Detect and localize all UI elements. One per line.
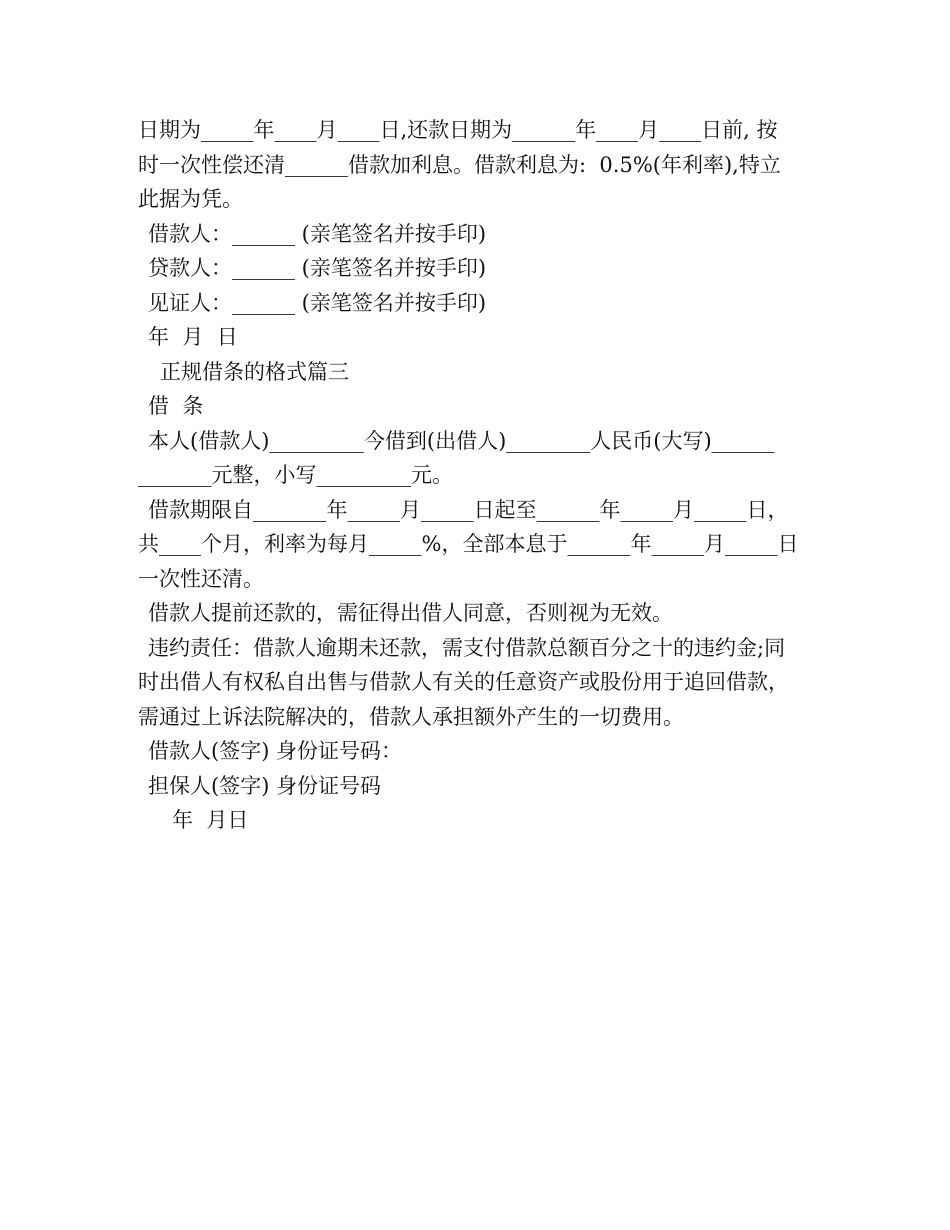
text-line: _______元整，小写_________元。 — [138, 463, 453, 487]
text-line: 本人(借款人)_________今借到(出借人)________人民币(大写)______ — [148, 428, 775, 453]
text-line: 此据为凭。 — [138, 187, 243, 211]
date-line: 年 月 日 — [148, 325, 238, 349]
text-line: 借款人提前还款的，需征得出借人同意，否则视为无效。 — [148, 601, 673, 625]
borrower-id-line: 借款人(签字) 身份证号码： — [148, 739, 403, 763]
text-line: 一次性还清。 — [138, 566, 264, 591]
date-line: 年 月日 — [172, 808, 249, 832]
guarantor-id-line: 担保人(签字) 身份证号码 — [148, 773, 382, 798]
section-heading: 正规借条的格式篇三 — [160, 359, 349, 384]
lender-signature-line: 贷款人：______ (亲笔签名并按手印) — [148, 256, 487, 280]
text-line: 日期为_____年____月____日,还款日期为______年____月____日前, 按 — [138, 118, 778, 142]
text-line: 违约责任：借款人逾期未还款，需支付借款总额百分之十的违约金;同 — [148, 635, 786, 660]
text-line: 时出借人有权私自出售与借款人有关的任意资产或股份用于追回借款， — [138, 670, 789, 694]
text-line: 时一次性偿还清______借款加利息。借款利息为: 0.5%(年利率),特立 — [138, 152, 781, 177]
witness-signature-line: 见证人：______ (亲笔签名并按手印) — [148, 290, 487, 315]
iou-title: 借 条 — [148, 394, 204, 418]
borrower-signature-line: 借款人：______ (亲笔签名并按手印) — [148, 221, 487, 246]
text-line: 需通过上诉法院解决的，借款人承担额外产生的一切费用。 — [138, 704, 684, 729]
document-body — [138, 113, 814, 838]
text-line: 借款期限自_______年_____月_____日起至______年_____月_____日， — [148, 497, 789, 522]
text-line: 共____个月，利率为每月_____%，全部本息于______年_____月_____日 — [138, 532, 799, 556]
